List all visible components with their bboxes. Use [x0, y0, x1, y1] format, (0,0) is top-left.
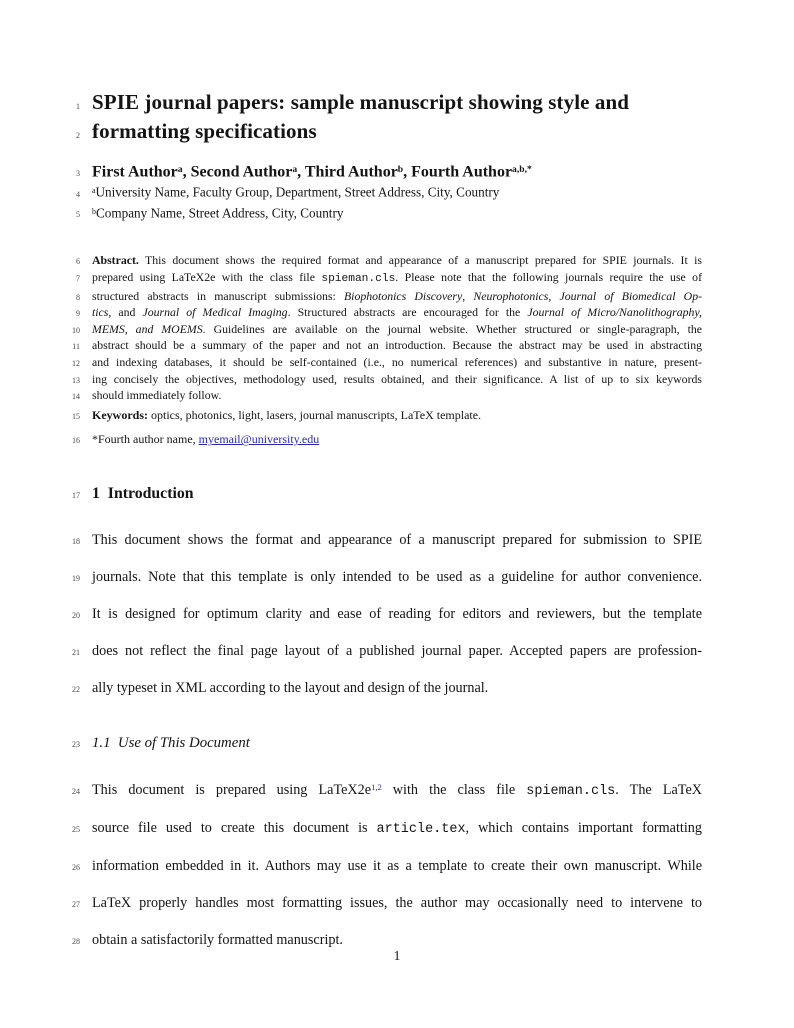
text-run: a — [292, 164, 298, 175]
line-number: 12 — [72, 359, 80, 368]
doc-line — [0, 304, 794, 321]
line-number: 15 — [72, 411, 80, 421]
text-run: Journal of Medical Imaging — [142, 305, 288, 320]
doc-line — [0, 848, 794, 885]
line-text — [92, 160, 702, 181]
text-run: First Author — [92, 163, 178, 181]
text-run: does not reflect the final page layout of a published journal paper. Accepted papers are profession- — [92, 642, 702, 659]
paper-title — [0, 88, 794, 146]
doc-line — [0, 733, 794, 753]
doc-line — [0, 88, 794, 117]
text-run: Journal of Micro/Nanolithography, — [527, 305, 702, 320]
text-run: Neurophotonics — [473, 288, 549, 303]
doc-line — [0, 559, 794, 596]
text-run: It is designed for optimum clarity and ease of reading for editors and reviewers, but the template — [92, 605, 702, 622]
line-text — [92, 810, 702, 848]
text-run: prepared using LaTeX2e with the class file — [92, 270, 322, 285]
line-text — [92, 337, 702, 354]
text-run: a,b,* — [512, 164, 532, 175]
abstract — [0, 252, 794, 403]
line-text — [92, 269, 702, 288]
line-number: 24 — [72, 786, 80, 796]
doc-line — [0, 288, 794, 305]
text-run: Abstract. — [92, 253, 139, 268]
doc-line — [0, 431, 794, 448]
text-run: Keywords: — [92, 407, 148, 422]
line-text — [92, 633, 702, 670]
use-of-document-paragraph — [0, 769, 794, 959]
line-text — [92, 407, 702, 424]
corresponding-author-note — [0, 431, 794, 448]
subsection-heading-use-of-this-document — [0, 733, 794, 753]
doc-line — [0, 202, 794, 223]
section-heading-introduction — [0, 484, 794, 504]
text-run: , and — [108, 305, 143, 320]
line-number: 1 — [76, 102, 80, 111]
doc-line — [0, 371, 794, 388]
text-run: b — [397, 164, 404, 175]
text-run: structured abstracts in manuscript submissions: — [92, 288, 344, 303]
text-run: . Please note that the following journals require the use of — [395, 270, 702, 285]
text-run: Biophotonics Discovery — [343, 288, 463, 303]
doc-line — [0, 321, 794, 338]
line-number: 3 — [76, 169, 80, 179]
doc-line — [0, 337, 794, 354]
doc-line — [0, 596, 794, 633]
doc-line — [0, 810, 794, 848]
text-run: , Fourth Author — [403, 163, 513, 181]
doc-line — [0, 522, 794, 559]
author-list — [0, 160, 794, 181]
line-text — [92, 431, 702, 448]
citation-link[interactable]: 1,2 — [371, 781, 382, 792]
line-text — [92, 387, 702, 404]
line-text — [92, 769, 702, 810]
text-run: , Third Author — [297, 163, 398, 181]
line-text — [92, 321, 702, 338]
line-number: 21 — [72, 647, 80, 657]
text-run: , Second Author — [182, 163, 293, 181]
line-number: 23 — [72, 739, 80, 749]
line-number: 5 — [76, 210, 80, 220]
introduction-paragraph — [0, 522, 794, 707]
doc-line — [0, 160, 794, 181]
line-text — [92, 288, 702, 305]
text-run: obtain a satisfactorily formatted manuscript. — [92, 931, 343, 948]
text-run: , which contains important formatting — [465, 819, 702, 836]
doc-line — [0, 885, 794, 922]
line-text — [92, 522, 702, 559]
text-run: *Fourth author name, — [92, 432, 199, 447]
doc-line — [0, 117, 794, 146]
text-run: a — [92, 186, 96, 196]
line-number: 26 — [72, 862, 80, 872]
text-run: This document shows the required format and appearance of a manuscript prepared for SPIE journals. It is — [138, 253, 702, 268]
line-text — [92, 484, 702, 504]
text-run: 1.1 Use of This Document — [92, 734, 250, 751]
line-number: 11 — [72, 342, 80, 352]
text-run: source file used to create this document is — [92, 819, 377, 836]
text-run: Journal of Biomedical Op- — [559, 288, 703, 303]
doc-line — [0, 484, 794, 504]
line-text — [92, 354, 702, 371]
line-text — [92, 88, 702, 117]
line-number: 7 — [76, 274, 80, 284]
text-run: . Structured abstracts are encouraged for the — [287, 305, 528, 320]
text-run: This document is prepared using LaTeX2e — [92, 781, 372, 798]
email-link[interactable]: myemail@university.edu — [198, 432, 320, 447]
line-text — [92, 733, 702, 753]
line-number: 18 — [72, 536, 80, 546]
text-run: . Guidelines are available on the journal website. Whether structured or single-paragraph, the — [202, 321, 702, 336]
line-text — [92, 670, 702, 707]
affiliations — [0, 181, 794, 222]
doc-line — [0, 269, 794, 288]
keywords — [0, 407, 794, 424]
line-number: 10 — [72, 325, 80, 335]
text-run: b — [92, 206, 96, 216]
line-number: 25 — [72, 824, 80, 834]
text-run: and indexing databases, it should be self-contained (i.e., no numerical references) and substantive in nature, present- — [92, 355, 702, 369]
line-number: 19 — [72, 573, 80, 583]
text-run: optics, photonics, light, lasers, journal manuscripts, LaTeX template. — [148, 407, 482, 422]
text-run: journals. Note that this template is only intended to be used as a guideline for author convenience. — [92, 568, 702, 585]
line-number: 6 — [76, 257, 80, 267]
text-run: formatting specifications — [92, 119, 317, 143]
text-run: with the class file — [381, 781, 527, 798]
text-run: 1 Introduction — [92, 484, 194, 502]
line-text — [92, 559, 702, 596]
line-number: 2 — [76, 131, 80, 140]
doc-line — [0, 633, 794, 670]
line-number: 16 — [72, 436, 80, 446]
text-run: ing concisely the objectives, methodology used, results obtained, and their significance. A list of up to six keywords — [92, 371, 702, 386]
line-text — [92, 596, 702, 633]
line-number: 20 — [72, 610, 80, 620]
text-run: article.tex — [376, 821, 466, 837]
text-run: . The LaTeX — [615, 781, 702, 798]
line-number: 13 — [72, 375, 80, 385]
line-number: 17 — [72, 490, 80, 500]
line-number: 8 — [76, 292, 80, 302]
line-text — [92, 181, 702, 202]
doc-line — [0, 407, 794, 424]
line-number: 22 — [72, 684, 80, 694]
text-run: LaTeX properly handles most formatting issues, the author may occasionally need to intervene to — [92, 894, 702, 911]
line-text — [92, 202, 702, 223]
doc-line — [0, 769, 794, 810]
doc-line — [0, 387, 794, 404]
line-number: 28 — [72, 936, 80, 946]
doc-line — [0, 670, 794, 707]
text-run: should immediately follow. — [92, 388, 222, 403]
line-text — [92, 371, 702, 388]
line-number: 27 — [72, 899, 80, 909]
line-number: 9 — [76, 309, 80, 319]
text-run: This document shows the format and appearance of a manuscript prepared for submission to SPIE — [92, 531, 702, 548]
text-run: spieman.cls — [526, 783, 616, 799]
line-text — [92, 117, 702, 146]
line-text — [92, 885, 702, 922]
text-run: SPIE journal papers: sample manuscript showing style and — [92, 90, 630, 114]
line-text — [92, 252, 702, 269]
doc-line — [0, 354, 794, 371]
text-run: abstract should be a summary of the paper and not an introduction. Because the abstract may be used in abstracting — [92, 338, 702, 353]
line-number: 14 — [72, 392, 80, 402]
doc-line — [0, 252, 794, 269]
text-run: tics — [92, 305, 109, 320]
line-number: 4 — [76, 189, 80, 199]
line-text — [92, 848, 702, 885]
text-run: MEMS, and MOEMS — [92, 321, 203, 336]
doc-line — [0, 181, 794, 202]
text-run: spieman.cls — [321, 273, 396, 286]
text-run: information embedded in it. Authors may use it as a template to create their own manuscript. While — [92, 857, 702, 874]
line-text — [92, 304, 702, 321]
text-run: ally typeset in XML according to the layout and design of the journal. — [92, 679, 489, 696]
text-run: Company Name, Street Address, City, Country — [95, 205, 344, 221]
text-run: University Name, Faculty Group, Department, Street Address, City, Country — [95, 184, 500, 200]
text-run: a — [177, 164, 183, 175]
page-number: 1 — [393, 948, 401, 963]
text-run: , — [548, 288, 560, 303]
text-run: , — [462, 288, 474, 303]
